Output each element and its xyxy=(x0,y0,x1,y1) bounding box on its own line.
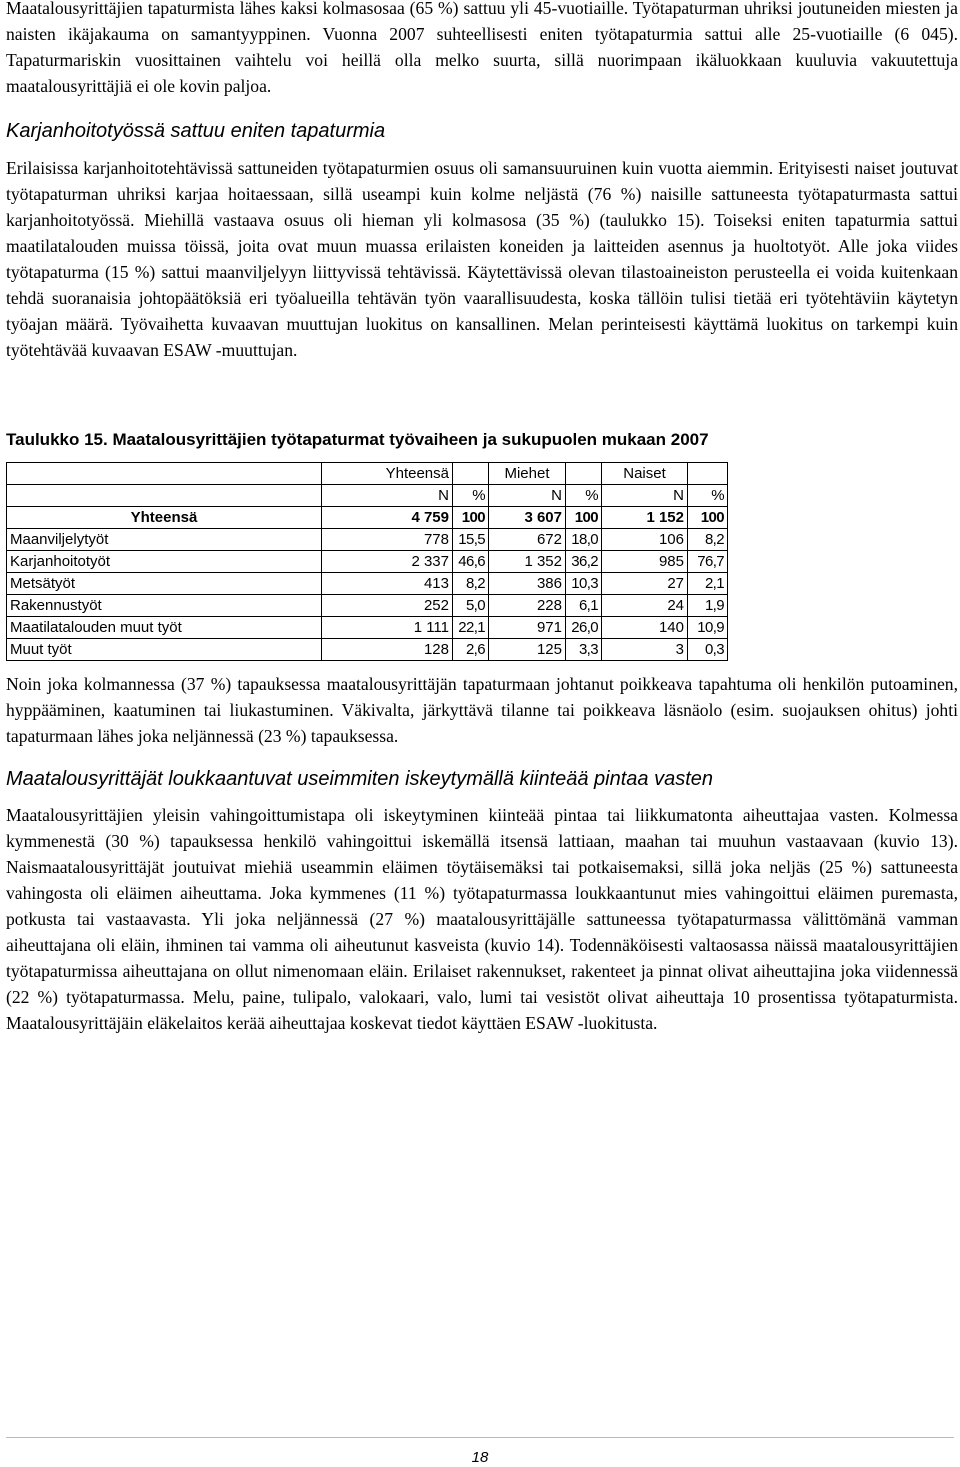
table-cell: 672 xyxy=(489,529,566,551)
table-row xyxy=(7,529,728,551)
table-cell: 386 xyxy=(489,573,566,595)
table-cell: 413 xyxy=(322,573,453,595)
footer-rule xyxy=(6,1437,954,1438)
table-cell: 971 xyxy=(489,617,566,639)
table-total-row xyxy=(7,507,728,529)
table-cell: 3,3 xyxy=(566,639,602,661)
table-cell: 5,0 xyxy=(453,595,489,617)
row-label: Yhteensä xyxy=(7,507,322,529)
table-cell: 1 352 xyxy=(489,551,566,573)
table-subheader-row xyxy=(7,485,728,507)
table-group-header-row xyxy=(7,463,728,485)
table-cell: 36,2 xyxy=(566,551,602,573)
table-row xyxy=(7,617,728,639)
row-label: Metsätyöt xyxy=(7,573,322,595)
table-cell: 6,1 xyxy=(566,595,602,617)
table-cell: 8,2 xyxy=(688,529,728,551)
subheader-cell: % xyxy=(688,485,728,507)
table-cell: 140 xyxy=(602,617,688,639)
table-cell: 100 xyxy=(566,507,602,529)
table-cell: 46,6 xyxy=(453,551,489,573)
injury-paragraph: Maatalousyrittäjien yleisin vahingoittumistapa oli iskeytyminen kiinteää pintaa tai liikkumatonta aiheuttajaa vasten. Kolmessa kymmenestä (30 %) tapauksessa henkilö vahingoittui iskemällä itsensä lattiaan, maahan tai muuhun vastaavaan (kuvio 13). Naismaatalousyrittäjät joutuivat miehiä useammin eläimen töytäisemäksi tai potkaisemaksi, sillä joka neljäs (25 %) sattuneesta vahingosta oli eläimen aiheuttama. Joka kymmenes (11 %) työtapaturmassa loukkaantunut mies vahingoittui eläimen puremasta, potkusta tai vastaavasta. Yli joka neljännessä (27 %) maatalousyrittäjälle sattuneessa työtapaturmassa välittömänä vamman aiheuttajana oli eläin, ihminen tai vamma oli aiheutunut kasveista (kuvio 14). Todennäköisesti valtaosassa näissä maatalousyrittäjien työtapaturmissa aiheuttajana on ollut nimenomaan eläin. Erilaiset rakennukset, rakenteet ja pinnat olivat aiheuttajina joka viidennessä (22 %) työtapaturmassa. Melu, paine, tulipalo, valokaari, valo, lumi tai vesistöt olivat aiheuttaja 10 prosentissa työtapaturmista. Maatalousyrittäjäin eläkelaitos kerää aiheuttajaa koskevat tiedot käyttäen ESAW -luokitusta. xyxy=(6,805,958,1033)
empty-cell xyxy=(566,463,602,485)
row-label: Muut työt xyxy=(7,639,322,661)
subheader-cell: N xyxy=(602,485,688,507)
table-cell: 27 xyxy=(602,573,688,595)
table-cell: 4 759 xyxy=(322,507,453,529)
section-heading-livestock: Karjanhoitotyössä sattuu eniten tapaturmia xyxy=(6,120,386,142)
subheader-cell: % xyxy=(566,485,602,507)
table-cell: 1 152 xyxy=(602,507,688,529)
intro-paragraph: Maatalousyrittäjien tapaturmista lähes kaksi kolmasosaa (65 %) sattuu yli 45-vuotiaille. Työtapaturman uhriksi joutuneiden miesten ja naisten ikäjakauma on samantyyppinen. Vuonna 2007 suhteellisesti eniten työtapaturmia sattui alle 25-vuotiaille (6 045). Tapaturmariskin vuosittainen vaihtelu voi heillä olla melko suurta, sillä nuorimpaan ikäluokkaan kuuluvia vakuutettuja maatalousyrittäjiä ei ole kovin paljoa. xyxy=(6,0,958,96)
table-cell: 8,2 xyxy=(453,573,489,595)
table-cell: 778 xyxy=(322,529,453,551)
subheader-cell: % xyxy=(453,485,489,507)
row-label: Rakennustyöt xyxy=(7,595,322,617)
table-cell: 22,1 xyxy=(453,617,489,639)
section-heading-injury: Maatalousyrittäjät loukkaantuvat useimmiten iskeytymällä kiinteää pintaa vasten xyxy=(6,768,714,790)
empty-corner-cell xyxy=(7,463,322,485)
row-label: Karjanhoitotyöt xyxy=(7,551,322,573)
table-cell: 15,5 xyxy=(453,529,489,551)
table-cell: 3 607 xyxy=(489,507,566,529)
table-row xyxy=(7,595,728,617)
falls-paragraph: Noin joka kolmannessa (37 %) tapauksessa maatalousyrittäjän tapaturmaan johtanut poikkeava tapahtuma oli henkilön putoaminen, hyppääminen, kaatuminen tai liukastuminen. Väkivalta, järkyttävä tilanne tai poikkeava läsnäolo (esim. suojauksen ohitus) johti tapaturmaan lähes joka neljännessä (23 %) tapauksessa. xyxy=(6,674,958,746)
empty-cell xyxy=(688,463,728,485)
table-cell: 3 xyxy=(602,639,688,661)
table-caption: Taulukko 15. Maatalousyrittäjien työtapaturmat työvaiheen ja sukupuolen mukaan 2007 xyxy=(6,430,709,449)
table-cell: 26,0 xyxy=(566,617,602,639)
group-header-women: Naiset xyxy=(602,463,688,485)
table-cell: 10,9 xyxy=(688,617,728,639)
table-cell: 2,1 xyxy=(688,573,728,595)
table-cell: 24 xyxy=(602,595,688,617)
table-cell: 1 111 xyxy=(322,617,453,639)
empty-cell xyxy=(7,485,322,507)
table-row xyxy=(7,573,728,595)
table-cell: 2,6 xyxy=(453,639,489,661)
table-cell: 128 xyxy=(322,639,453,661)
table-cell: 76,7 xyxy=(688,551,728,573)
group-header-total: Yhteensä xyxy=(322,463,453,485)
row-label: Maanviljelytyöt xyxy=(7,529,322,551)
subheader-cell: N xyxy=(322,485,453,507)
row-label: Maatilatalouden muut työt xyxy=(7,617,322,639)
table-cell: 18,0 xyxy=(566,529,602,551)
table-cell: 100 xyxy=(453,507,489,529)
table-row xyxy=(7,551,728,573)
group-header-men: Miehet xyxy=(489,463,566,485)
accident-table xyxy=(6,462,728,661)
empty-cell xyxy=(453,463,489,485)
table-cell: 10,3 xyxy=(566,573,602,595)
table-cell: 0,3 xyxy=(688,639,728,661)
table-cell: 106 xyxy=(602,529,688,551)
table-row xyxy=(7,639,728,661)
table-cell: 125 xyxy=(489,639,566,661)
table-cell: 985 xyxy=(602,551,688,573)
table-cell: 2 337 xyxy=(322,551,453,573)
table-cell: 228 xyxy=(489,595,566,617)
table-cell: 1,9 xyxy=(688,595,728,617)
livestock-paragraph: Erilaisissa karjanhoitotehtävissä sattuneiden työtapaturmien osuus oli samansuuruinen kuin vuotta aiemmin. Erityisesti naiset joutuvat työtapaturman uhriksi karjaa hoitaessaan, sillä useampi kuin kolme neljästä (76 %) naisille sattuneesta työtapaturmasta sattui karjanhoitotyössä. Miehillä vastaava osuus oli hieman yli kolmasosa (35 %) (taulukko 15). Toiseksi eniten tapaturmia sattui maatilatalouden muissa töissä, joita ovat muun muassa erilaisten koneiden ja laitteiden asennus ja huoltotyöt. Alle joka viides työtapaturma (15 %) sattui maanviljelyyn liittyvissä tehtävissä. Käytettävissä olevan tilastoaineiston perusteella ei voida kuitenkaan tehdä suoranaisia johtopäätöksiä eri työalueilla tehtävän työn vaarallisuudesta, koska tällöin tulisi tietää eri työtehtäviin käytetyn työajan määrä. Työvaihetta kuvaavan muuttujan luokitus on kansallinen. Melan perinteisesti käyttämä luokitus on tarkempi kuin työtehtävää kuvaavan ESAW -muuttujan. xyxy=(6,158,958,360)
table-cell: 252 xyxy=(322,595,453,617)
page-number: 18 xyxy=(471,1449,489,1466)
subheader-cell: N xyxy=(489,485,566,507)
table-cell: 100 xyxy=(688,507,728,529)
